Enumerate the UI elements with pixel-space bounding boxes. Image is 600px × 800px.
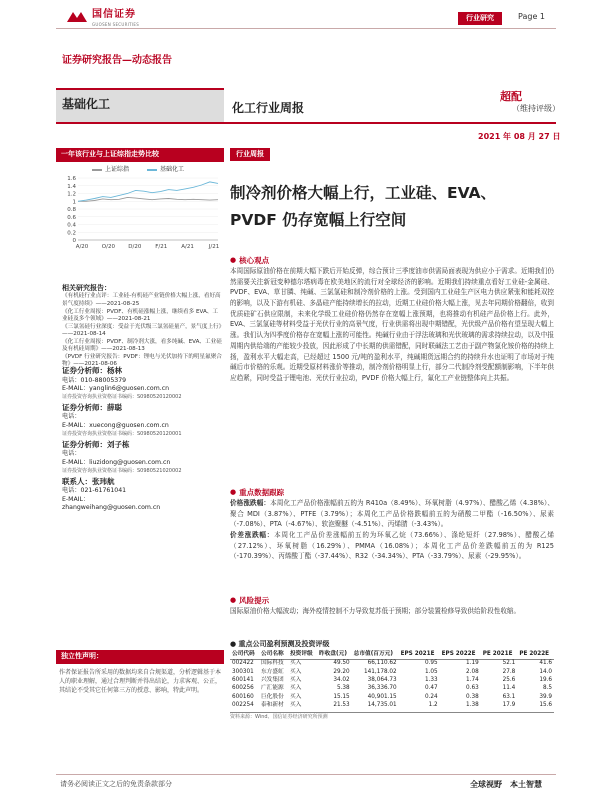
bullet-icon: ● (230, 596, 237, 605)
title-line: 制冷剂价格大幅上行，工业硅、EVA、 (230, 184, 497, 202)
table-row (230, 693, 554, 701)
table-cell: 买入 (290, 693, 302, 700)
contact-phone: 电话：021-61761041 (62, 487, 127, 495)
col-close: 昨收盘(元) (317, 651, 352, 659)
bullet-icon: ● (230, 640, 237, 648)
table-cell: 36,336.70 (367, 685, 397, 692)
section-title: ● 重点数据跟踪 (230, 488, 285, 497)
table-cell: 21.53 (333, 701, 350, 708)
table-cell: 0.38 (466, 693, 479, 700)
table-cell: 广汇能源 (261, 685, 284, 692)
company-logo (66, 8, 139, 27)
series-line (78, 197, 218, 201)
table-header-row (230, 651, 554, 659)
table-cell: 8.5 (542, 685, 552, 692)
related-title: 相关研究报告： (62, 284, 111, 292)
spread-change-paragraph (230, 530, 554, 562)
table-cell: 19.6 (539, 676, 552, 683)
analyst-cert: 证券投资咨询执业资格证书编码：S0980520120001 (62, 430, 182, 437)
report-type: 证券研究报告—动态报告 (62, 55, 172, 66)
table-cell: 25.6 (502, 676, 516, 683)
trend-chart-svg (58, 166, 224, 252)
analyst-card (62, 440, 222, 475)
table-row (230, 702, 554, 710)
core-text: 本周国际原油价格在前期大幅下跌后开始反弹，综合预计三季度油市供需局面表现为供应小于需求。近期我们仍然需要关注新冠变种德尔塔病毒在欧美地区的流行对全球经济的影响。近期我们持续重点看好工业硅-金属硅、PVDF、EVA、草甘膦、纯碱、三氯氢硅和制冷剂价格的上涨。受到国内工业硅生产区电力供应紧张和能耗双控的影响，以及下游有机硅、多晶硅产能持续增长的拉动，近期工业硅价格大幅上涨，见去年同期价格翻倍，收到优质硅矿石供应限制，未来化学级工业硅价格仍然存在宽幅上涨预期，也将推动有机硅产品价格上行。此外，EVA、三氯氢硅等材料受益于光伏行业的高景气度，行业供需将出现中期错配，光伏级产品价格有望呈现大幅上涨。我们认为四季度价格存在宽幅上涨的可能性。纯碱行业由于浮法玻璃和光伏玻璃的需求持续拉动，以及中报周期内供给端的产能较少投放，因此形成了中长期的供需错配，同时联碱法工艺由于副产物氯化铵价格的持续上扬，盈利水平大幅走高，已经超过 1500 元/吨的盈利水平，纯碱期货远期合约的持续升水也证明了市场对于纯碱后市价格的乐观。近期受原材料涨价等推动，制冷剂价格明显上行，部分二代制冷剂受配额制影响，下半年供应趋紧，同时受益于锂电池、光伏行业拉动，PVDF 价格大幅上行，氟化工产业链整体向上共振。 (230, 267, 554, 382)
table-cell: 29.20 (333, 668, 350, 675)
weekly-title: 化工行业周报 (232, 101, 305, 115)
table-cell: 34.02 (333, 676, 350, 683)
legend-item-index: 上证综指 (92, 166, 129, 174)
footer-divider (56, 774, 556, 775)
disclaimer-text: 作者保证报告所采用的数据均来自合规渠道，分析逻辑基于本人的职业理解，通过合理判断并得出结论，力求客观、公正，其结论不受其它任何第三方的授意、影响，特此声明。 (59, 669, 222, 694)
table-cell: 1.33 (425, 676, 438, 683)
x-tick-label: A/20 (75, 244, 89, 250)
table-row (230, 668, 554, 676)
analyst-name: 证券分析师：刘子栋 (62, 439, 130, 449)
table-cell: 东方盛虹 (261, 668, 284, 675)
risk-warning (230, 596, 554, 617)
table-cell: 40,901.15 (367, 693, 397, 700)
legend-item-sector: 基础化工 (147, 166, 184, 174)
spread-change-text: 本周化工产品价差涨幅前五的为环氧乙烷（73.66%）、涤纶短纤（27.98%）、醋酸乙烯（27.12%）、环氧树脂（16.29%）、PMMA（16.08%）；本周化工产品价差跌幅前五的为 R125（-170.39%）、丙烯酸丁酯（-37.44%）、R32（-34.34%）、PTA（-33.79%）、尿素（-29.95%）。 (230, 531, 554, 561)
forecast-table (230, 651, 554, 709)
risk-text: 国际原油价格大幅波动；海外疫情控制不力导致复苏低于预期；部分装置检修导致供给阶段性收缩。 (230, 607, 521, 616)
logo-text-en: GUOSEN SECURITIES (92, 21, 140, 27)
analyst-name: 证券分析师：薛聪 (62, 402, 122, 412)
analyst-cert: 证券投资咨询执业资格证书编码：S0980520120002 (62, 393, 182, 400)
related-item[interactable]: 《PVDF 行业研究报告：PVDF：锂电与光伏加持下的明星氟聚合物》——2021-08-06 (62, 353, 222, 368)
table-cell: 38,064.73 (367, 676, 397, 683)
table-cell: 600141 (232, 676, 254, 683)
rating-sub: （维持评级） (512, 104, 560, 113)
table-cell: 11.4 (502, 685, 516, 692)
report-title (230, 180, 550, 234)
disclaimer-title: 独立性声明： (56, 650, 224, 664)
col-code: 公司代码 (230, 651, 259, 659)
contact-email-label: E-MAIL： (62, 495, 90, 503)
table-cell: 0.24 (425, 693, 438, 700)
core-views (230, 256, 554, 384)
table-cell: 5.38 (336, 685, 350, 692)
price-change-paragraph (230, 498, 554, 530)
table-cell: 巨化股份 (261, 693, 284, 700)
header-tag: 行业研究 (458, 12, 502, 25)
table-cell: 600256 (232, 685, 254, 692)
spread-change-label: 价差涨跌幅： (230, 531, 275, 540)
table-cell: 买入 (290, 660, 302, 667)
x-tick-label: O/20 (101, 244, 115, 250)
table-cell: 39.9 (539, 693, 552, 700)
table-cell: 17.9 (502, 701, 516, 708)
table-cell: 泰和新材 (261, 701, 284, 708)
y-tick-label: 0.8 (67, 207, 76, 213)
y-tick-label: 0.4 (67, 222, 76, 229)
analyst-phone: 电话：010-88005379 (62, 376, 127, 384)
contact-name: 联系人：张玮航 (62, 476, 115, 486)
table-source: 资料来源：Wind、国信证券经济研究所预测 (230, 712, 554, 721)
col-eps21: EPS 2021E (399, 651, 440, 659)
y-tick-label: 1.4 (67, 183, 76, 190)
price-change-text: 本周化工产品价格涨幅前五的为 R410a（8.49%）、环氧树脂（4.97%）、醋酸乙烯（4.38%）、聚合 MDI（3.87%）、PTFE（3.79%）；本周化工产品价格跌幅前五的为硝酸二甲酯（-16.50%）、尿素（-7.08%）、PTA（-4.67%）、软泡聚醚（-4.51%）、丙烯腈（-3.43%）。 (230, 499, 555, 529)
series-line (78, 182, 218, 201)
x-tick-label: J/21 (208, 244, 220, 250)
table-cell: 1.2 (428, 701, 438, 708)
y-tick-label: 1 (72, 199, 76, 206)
chart-legend (92, 166, 184, 174)
x-tick-label: F/21 (155, 244, 168, 250)
table-cell: 兴发集团 (261, 676, 284, 683)
chart-title: 一年该行业与上证综指走势比较 (56, 148, 224, 162)
table-cell: 0.47 (425, 685, 438, 692)
footer-slogan: 全球视野 本土智慧 (470, 780, 542, 789)
table-cell: 买入 (290, 701, 302, 708)
table-row (230, 660, 554, 669)
contact-card (62, 477, 222, 514)
bullet-icon: ● (230, 256, 237, 265)
analyst-email[interactable]: E-MAIL：xuecong@guosen.com.cn (62, 422, 169, 430)
x-tick-label: D/20 (128, 244, 142, 250)
table-cell: 600160 (232, 693, 254, 700)
col-rating: 投资评级 (288, 651, 317, 659)
key-data (230, 488, 554, 562)
table-cell: 63.1 (502, 693, 516, 700)
table-cell: 300301 (232, 668, 254, 675)
related-item[interactable]: 《化工行业周报：PVDF、制冷剂大涨，看多纯碱、EVA、工业硅及有机硅周期》——2021-08-13 (62, 338, 222, 353)
col-name: 公司名称 (259, 651, 288, 659)
header-divider (56, 28, 556, 29)
table-cell: 41.6 (539, 660, 552, 667)
table-cell: 0.63 (466, 685, 479, 692)
col-eps22: EPS 2022E (440, 651, 481, 659)
logo-text-cn: 国信证券 (92, 9, 136, 20)
table-cell: 15.6 (539, 701, 552, 708)
table-cell: 141,178.02 (364, 668, 397, 675)
y-tick-label: 0.2 (67, 230, 76, 237)
table-cell: 49.50 (333, 660, 350, 667)
table-cell: 15.15 (333, 693, 350, 700)
section-title: ● 核心观点 (230, 256, 270, 265)
footer-disclaimer: 请务必阅读正文之后的免责条款部分 (60, 780, 172, 788)
table-cell: 002254 (232, 701, 254, 708)
table-cell: 27.8 (502, 668, 516, 675)
table-cell: 0.95 (425, 660, 438, 667)
title-divider (56, 122, 556, 124)
related-item[interactable]: 《有机硅行业点评：工业硅-有机硅产业链价格大幅上涨，看好高景气度持续》——2021-08-25 (62, 293, 221, 307)
table-cell: 14.0 (539, 668, 552, 675)
trend-chart (58, 166, 224, 252)
table-cell: 52.1 (502, 660, 516, 667)
section-title: ● 风险提示 (230, 596, 270, 605)
related-item[interactable]: 《化工行业周报：PVDF、有机硅涨幅上涨，继续看多 EVA、工业硅及多个领域》——2021-08-21 (62, 308, 218, 323)
table-cell: 买入 (290, 685, 302, 692)
y-tick-label: 1.6 (67, 176, 76, 182)
y-tick-label: 0 (72, 238, 76, 244)
analyst-phone: 电话： (62, 413, 81, 421)
col-pe22: PE 2022E (517, 651, 554, 659)
table-cell: 买入 (290, 668, 302, 675)
page-number: Page 1 (518, 12, 545, 21)
table-row (230, 677, 554, 685)
x-tick-label: A/21 (181, 244, 194, 250)
table-cell: 国际科技 (261, 660, 284, 667)
col-mktcap: 总市值(百万元) (352, 651, 399, 659)
table-title: ● 重点公司盈利预测及投资评级 (230, 640, 330, 648)
sector-title: 基础化工 (62, 97, 111, 111)
table-cell: 002422 (232, 660, 254, 667)
rating: 超配 (500, 90, 522, 103)
table-cell: 1.19 (466, 660, 479, 667)
forecast-table-section (230, 640, 554, 721)
related-item[interactable]: 《三氯氢硅行业深度：受益于光伏级三氯氢硅量产，景气度上行》——2021-08-14 (62, 323, 222, 338)
bullet-icon: ● (230, 488, 237, 497)
inner-tag: 行业周报 (230, 148, 270, 161)
table-cell: 1.05 (425, 668, 438, 675)
related-reports (62, 284, 222, 369)
col-pe21: PE 2021E (481, 651, 518, 659)
title-line: PVDF 仍存宽幅上行空间 (230, 211, 407, 230)
analyst-list (62, 366, 222, 513)
analyst-name: 证券分析师：杨林 (62, 366, 122, 375)
report-date: 2021 年 08 月 27 日 (478, 132, 561, 141)
table-cell: 1.38 (466, 701, 479, 708)
table-cell: 买入 (290, 676, 302, 683)
independence-statement (56, 650, 224, 699)
analyst-email[interactable]: E-MAIL：yanglin6@guosen.com.cn (62, 385, 170, 393)
table-cell: 66,110.62 (367, 660, 397, 667)
y-tick-label: 0.6 (67, 214, 76, 221)
y-tick-label: 1.2 (67, 191, 76, 198)
analyst-card (62, 366, 222, 401)
table-cell: 14,735.01 (367, 701, 397, 708)
price-change-label: 价格涨跌幅： (230, 499, 271, 508)
analyst-card (62, 403, 222, 438)
table-cell: 2.08 (466, 668, 479, 675)
table-cell: 1.74 (466, 676, 479, 683)
logo-mark-icon (66, 10, 88, 24)
contact-email[interactable]: zhangweihang@guosen.com.cn (62, 504, 161, 512)
analyst-email[interactable]: E-MAIL：liuzidong@guosen.com.cn (62, 458, 171, 466)
table-row (230, 685, 554, 693)
analyst-cert: 证券投资咨询执业资格证书编码：S0980521020002 (62, 467, 182, 474)
analyst-phone: 电话： (62, 450, 81, 458)
